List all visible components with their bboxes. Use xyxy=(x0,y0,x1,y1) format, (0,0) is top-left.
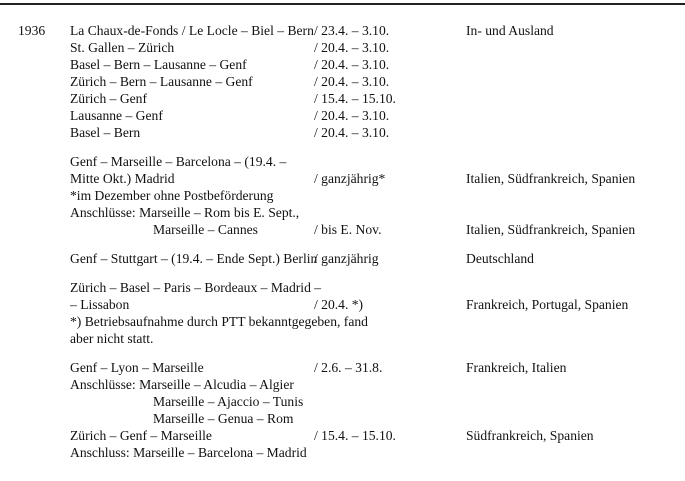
period-text: / 20.4. – 3.10. xyxy=(314,108,390,123)
route-line xyxy=(0,251,685,267)
period-text: / 20.4. – 3.10. xyxy=(314,74,390,89)
region-text: Frankreich, Italien xyxy=(466,360,567,375)
route-line xyxy=(0,108,685,124)
route-line xyxy=(0,154,685,170)
route-line xyxy=(0,205,685,221)
region-text: Frankreich, Portugal, Spanien xyxy=(466,297,629,312)
route-text: aber nicht statt. xyxy=(70,331,154,346)
route-line xyxy=(0,91,685,107)
route-text: Lausanne – Genf xyxy=(70,108,163,123)
period-text: / bis E. Nov. xyxy=(314,222,382,237)
route-text: *) Betriebsaufnahme durch PTT bekanntgegeben, fand xyxy=(70,314,368,329)
route-line xyxy=(0,314,685,330)
year-label: 1936 xyxy=(18,23,46,38)
period-text: / ganzjährig xyxy=(314,251,379,266)
period-text: / 20.4. – 3.10. xyxy=(314,40,390,55)
route-text: Anschlüsse: Marseille – Rom bis E. Sept., xyxy=(70,205,300,220)
route-text: Basel – Bern – Lausanne – Genf xyxy=(70,57,247,72)
route-line xyxy=(0,280,685,296)
route-line xyxy=(0,23,685,39)
top-rule xyxy=(0,3,685,5)
route-text: St. Gallen – Zürich xyxy=(70,40,175,55)
route-text: Genf – Marseille – Barcelona – (19.4. – xyxy=(70,154,287,169)
route-line xyxy=(0,297,685,313)
region-text: Südfrankreich, Spanien xyxy=(466,428,594,443)
route-text: Genf – Stuttgart – (19.4. – Ende Sept.) Berlin xyxy=(70,251,318,266)
period-text: / 20.4. – 3.10. xyxy=(314,125,390,140)
route-text: *im Dezember ohne Postbeförderung xyxy=(70,188,274,203)
route-text: Anschlüsse: Marseille – Alcudia – Algier xyxy=(70,377,294,392)
route-text: Genf – Lyon – Marseille xyxy=(70,360,204,375)
route-line xyxy=(0,40,685,56)
route-line xyxy=(0,125,685,141)
period-text: / 2.6. – 31.8. xyxy=(314,360,383,375)
route-text: Basel – Bern xyxy=(70,125,141,140)
period-text: / 20.4. *) xyxy=(314,297,364,312)
region-text: Deutschland xyxy=(466,251,534,266)
route-text: Zürich – Genf xyxy=(70,91,148,106)
period-text: / ganzjährig* xyxy=(314,171,386,186)
region-text: Italien, Südfrankreich, Spanien xyxy=(466,222,636,237)
route-line xyxy=(0,74,685,90)
route-line xyxy=(0,331,685,347)
route-line xyxy=(0,360,685,376)
region-text: Italien, Südfrankreich, Spanien xyxy=(466,171,636,186)
route-text: Zürich – Genf – Marseille xyxy=(70,428,212,443)
period-text: / 15.4. – 15.10. xyxy=(314,428,396,443)
route-line xyxy=(0,171,685,187)
route-line xyxy=(0,188,685,204)
period-text: / 23.4. – 3.10. xyxy=(314,23,390,38)
route-text: Marseille – Ajaccio – Tunis xyxy=(153,394,304,409)
route-text: Zürich – Bern – Lausanne – Genf xyxy=(70,74,253,89)
route-line xyxy=(0,411,685,427)
route-line xyxy=(0,445,685,461)
route-text: Zürich – Basel – Paris – Bordeaux – Madrid – xyxy=(70,280,322,295)
region-text: In- und Ausland xyxy=(466,23,554,38)
period-text: / 20.4. – 3.10. xyxy=(314,57,390,72)
route-text: Anschluss: Marseille – Barcelona – Madrid xyxy=(70,445,307,460)
route-line xyxy=(0,222,685,238)
route-text: – Lissabon xyxy=(70,297,130,312)
route-line xyxy=(0,394,685,410)
route-line xyxy=(0,57,685,73)
route-text: Mitte Okt.) Madrid xyxy=(70,171,175,186)
route-line xyxy=(0,428,685,444)
route-line xyxy=(0,377,685,393)
route-text: Marseille – Genua – Rom xyxy=(153,411,294,426)
route-text: Marseille – Cannes xyxy=(153,222,258,237)
period-text: / 15.4. – 15.10. xyxy=(314,91,396,106)
route-text: La Chaux-de-Fonds / Le Locle – Biel – Bern xyxy=(70,23,314,38)
